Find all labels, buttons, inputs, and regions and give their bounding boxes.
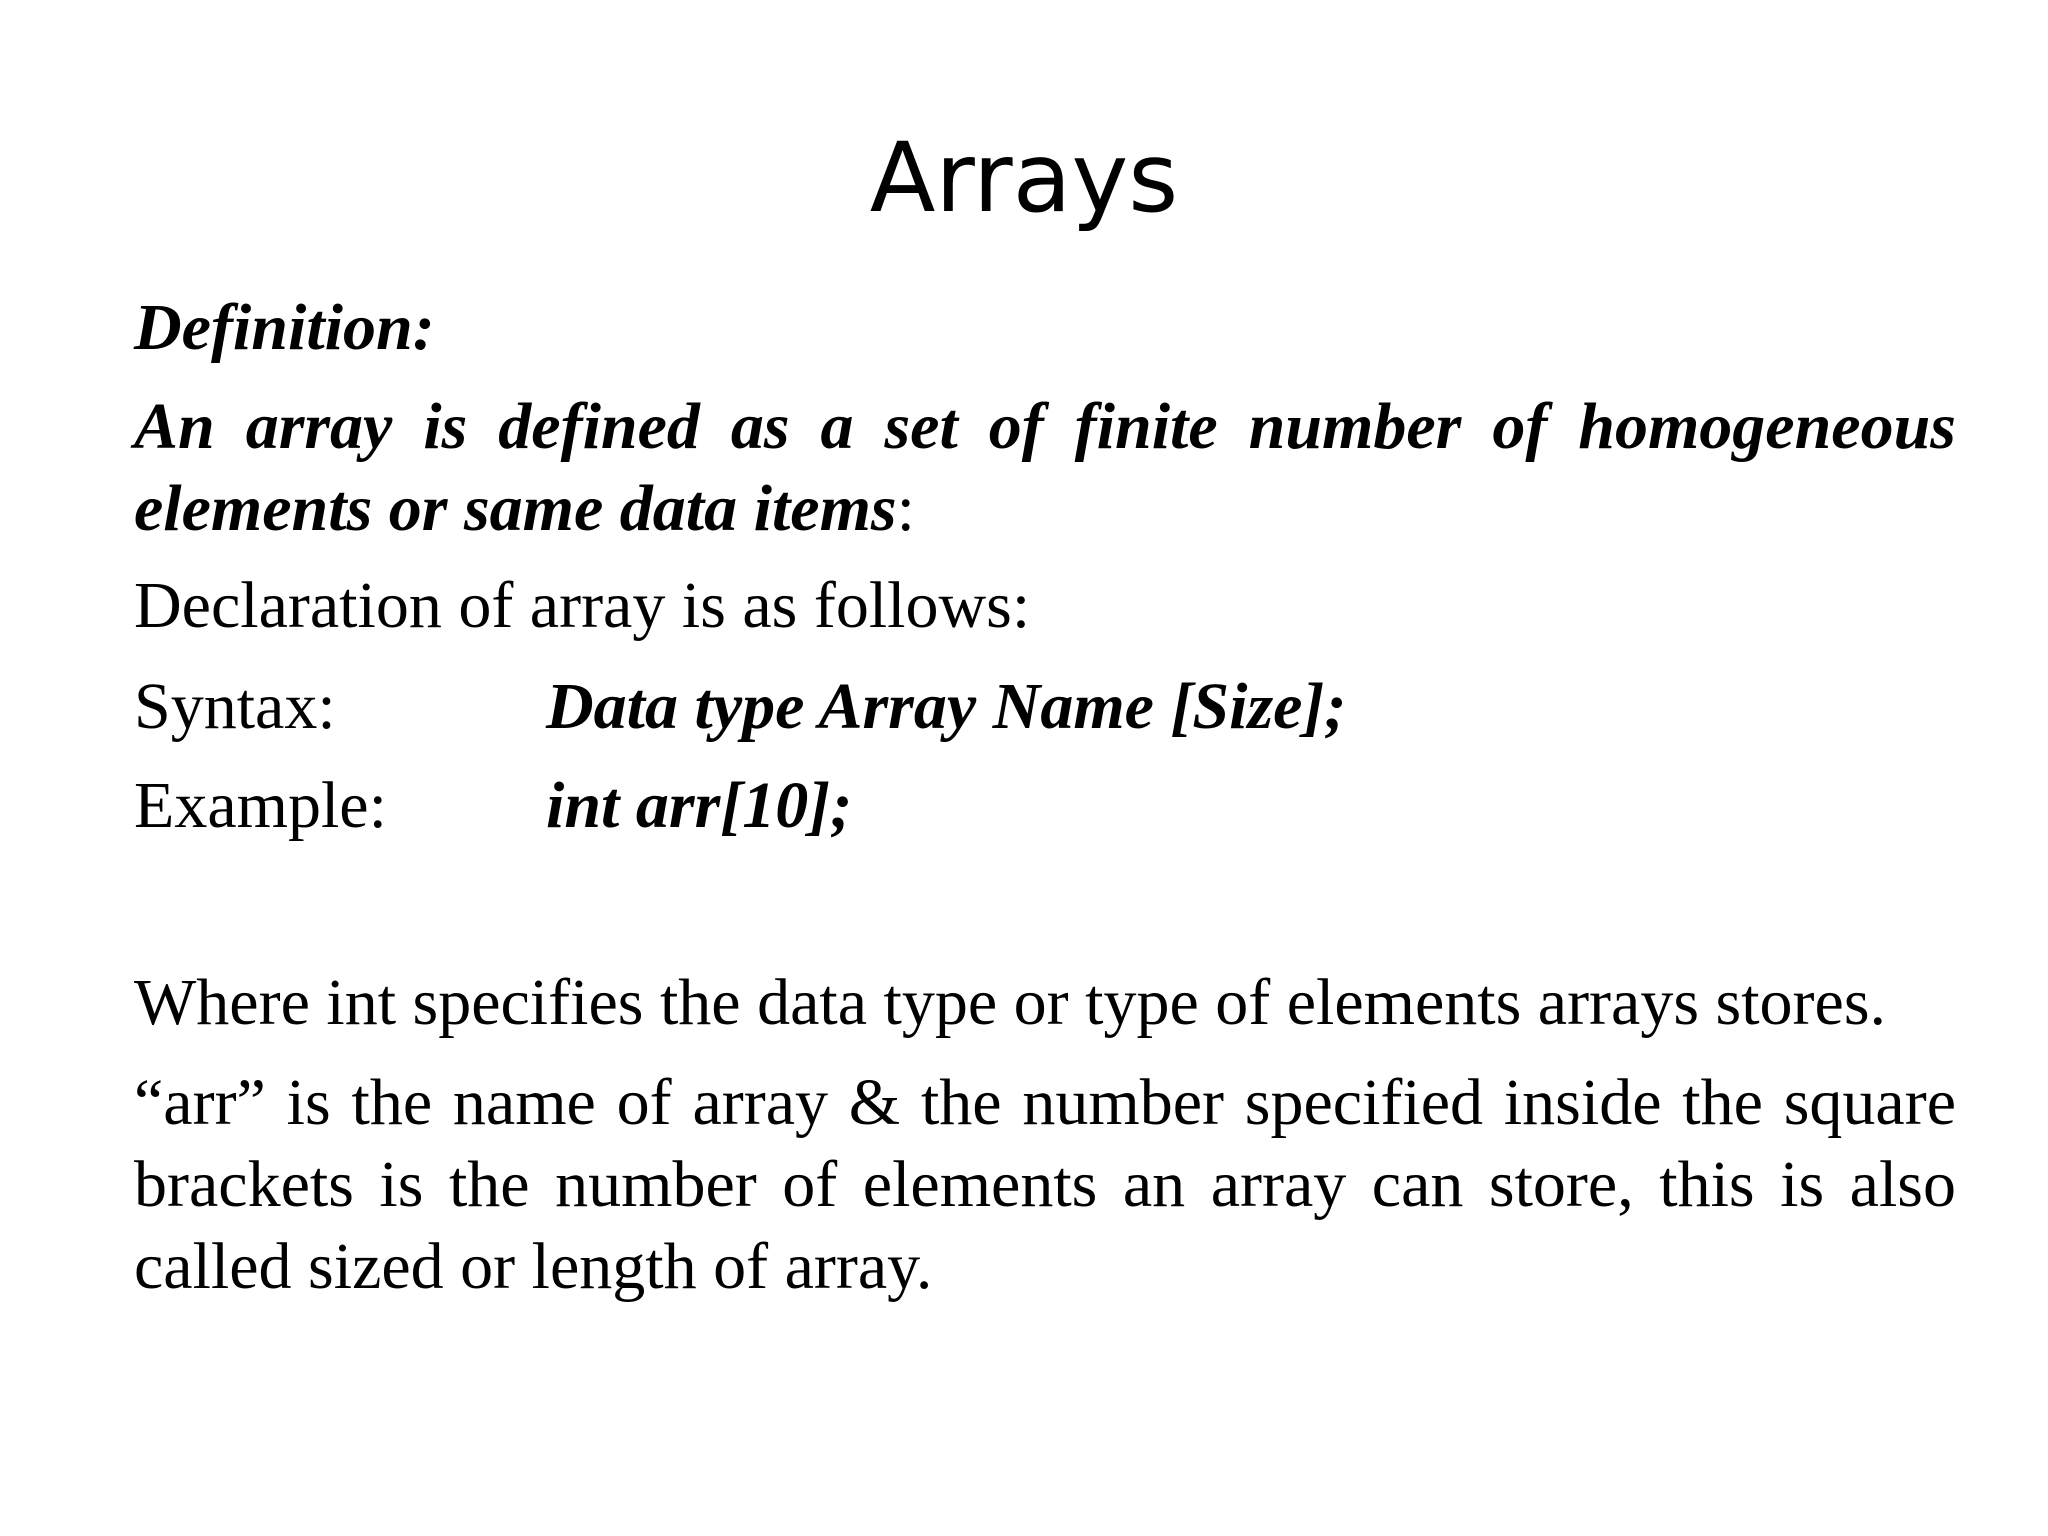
definition-text: An array is defined as a set of finite number of homogeneous elements or same data items	[134, 390, 1956, 545]
syntax-label: Syntax:	[134, 670, 336, 743]
explanation-line-2: “arr” is the name of array & the number specified inside the square brackets is the number of elements an array can store, this is also called sized or length of array.	[134, 1066, 1956, 1303]
definition-heading: Definition:	[134, 291, 435, 364]
example-label: Example:	[134, 769, 387, 842]
syntax-value: Data type Array Name [Size];	[546, 670, 1347, 743]
declaration-intro: Declaration of array is as follows:	[134, 569, 1031, 642]
syntax-row	[134, 666, 1956, 748]
definition-colon: :	[896, 472, 915, 545]
explanation-line-1: Where int specifies the data type or type of elements arrays stores.	[134, 966, 1886, 1039]
slide-title: Arrays	[869, 122, 1179, 234]
definition-paragraph	[134, 386, 1956, 550]
example-value: int arr[10];	[546, 769, 853, 842]
example-row	[134, 765, 1956, 847]
